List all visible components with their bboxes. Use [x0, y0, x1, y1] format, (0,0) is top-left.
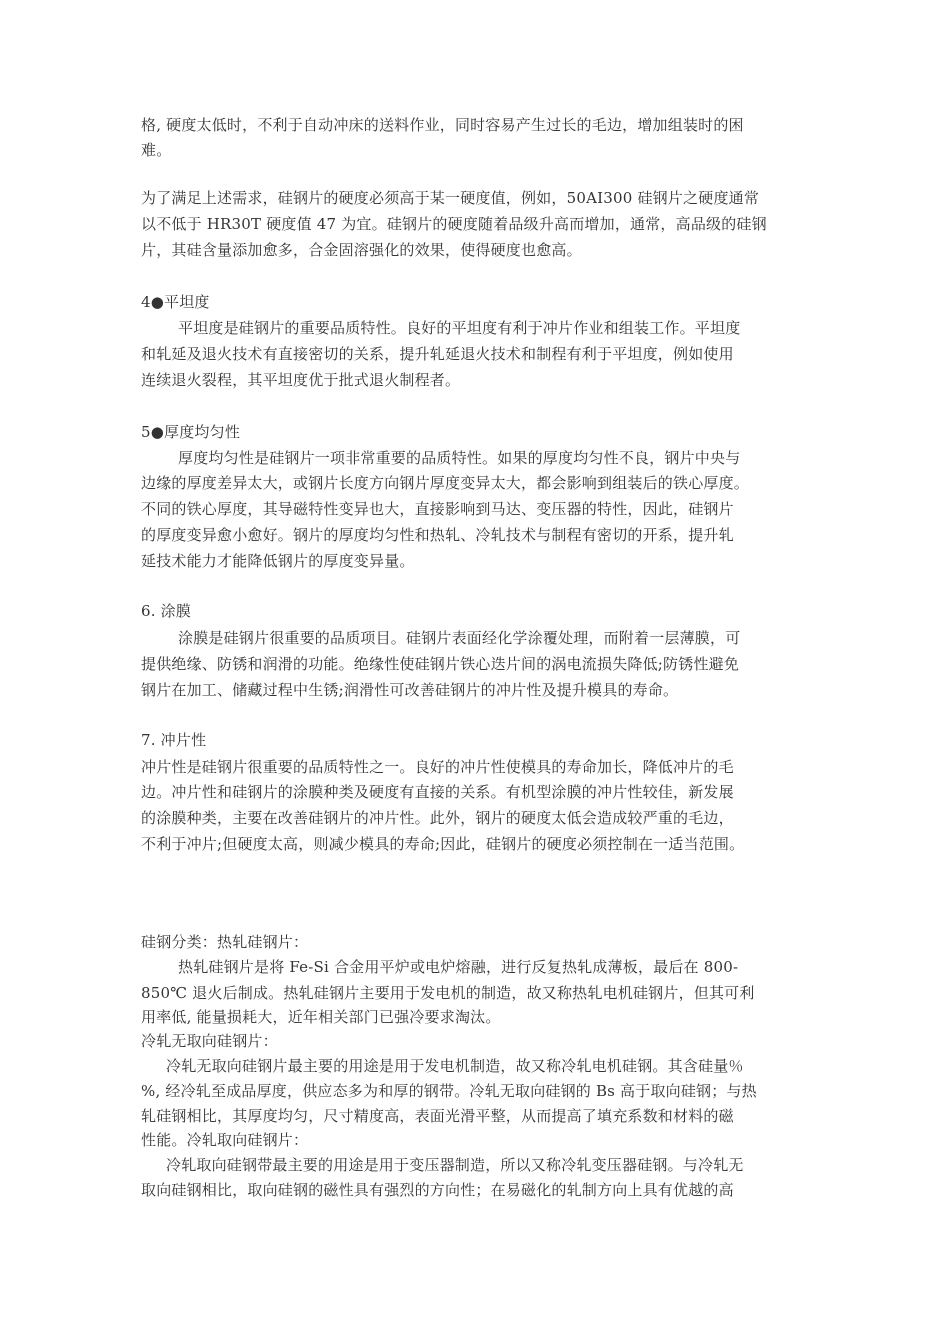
- text-line: 的厚度变异愈小愈好。钢片的厚度均匀性和热轧、冷轧技术与制程有密切的开系，提升轧: [141, 526, 734, 544]
- text-line: 轧硅钢相比，其厚度均匀，尺寸精度高，表面光滑平整，从而提高了填充系数和材料的磁: [141, 1107, 734, 1125]
- text-line: 格, 硬度太低时，不利于自动冲床的送料作业，同时容易产生过长的毛边，增加组装时的困: [141, 116, 744, 134]
- section-heading: 冷轧无取向硅钢片：: [141, 1032, 278, 1050]
- section-heading: 7. 冲片性: [141, 731, 207, 749]
- text-line: 冲片性是硅钢片很重要的品质特性之一。良好的冲片性使模具的寿命加长，降低冲片的毛: [141, 758, 734, 776]
- text-line: 难。: [141, 141, 172, 159]
- text-line: 不利于冲片;但硬度太高，则减少模具的寿命;因此，硅钢片的硬度必须控制在一适当范围。: [141, 835, 745, 853]
- section-heading: 6. 涂膜: [141, 602, 192, 620]
- text-line: %, 经冷轧至成品厚度，供应态多为和厚的钢带。冷轧无取向硅钢的 Bs 高于取向硅钢；与热: [141, 1082, 757, 1100]
- text-line: 以不低于 HR30T 硬度值 47 为宜。硅钢片的硬度随着品级升高而增加，通常，高品级的硅钢: [141, 215, 767, 233]
- text-line: 厚度均匀性是硅钢片一项非常重要的品质特性。如果的厚度均匀性不良，钢片中央与: [178, 449, 741, 467]
- text-line: 钢片在加工、储藏过程中生锈;润滑性可改善硅钢片的冲片性及提升模具的寿命。: [141, 681, 679, 699]
- text-line: 用率低, 能量损耗大，近年相关部门已强冷要求淘汰。: [141, 1008, 501, 1026]
- text-line: 不同的铁心厚度，其导磁特性变异也大，直接影响到马达、变压器的特性，因此，硅钢片: [141, 500, 734, 518]
- text-line: 片，其硅含量添加愈多，合金固溶强化的效果，使得硬度也愈高。: [141, 241, 582, 259]
- section-heading: 5●厚度均匀性: [141, 423, 241, 441]
- text-line: 平坦度是硅钢片的重要品质特性。良好的平坦度有利于冲片作业和组装工作。平坦度: [178, 319, 741, 337]
- text-line: 热轧硅钢片是将 Fe-Si 合金用平炉或电炉熔融，进行反复热轧成薄板，最后在 800-: [178, 958, 739, 976]
- text-line: 提供绝缘、防锈和润滑的功能。绝缘性使硅钢片铁心迭片间的涡电流损失降低;防锈性避免: [141, 655, 740, 673]
- text-line: 延技术能力才能降低钢片的厚度变异量。: [141, 552, 415, 570]
- text-line: 边缘的厚度差异太大，或钢片长度方向钢片厚度变异太大，都会影响到组装后的铁心厚度。: [141, 474, 750, 492]
- text-line: 为了满足上述需求，硅钢片的硬度必须高于某一硬度值，例如，50AI300 硅钢片之硬度通常: [141, 189, 760, 207]
- text-line: 冷轧无取向硅钢片最主要的用途是用于发电机制造，故又称冷轧电机硅钢。其含硅量％: [166, 1057, 744, 1075]
- text-line: 850℃ 退火后制成。热轧硅钢片主要用于发电机的制造，故又称热轧电机硅钢片，但其可利: [141, 984, 755, 1002]
- text-line: 的涂膜种类，主要在改善硅钢片的冲片性。此外，钢片的硬度太低会造成较严重的毛边，: [141, 809, 734, 827]
- text-line: 性能。冷轧取向硅钢片：: [141, 1131, 309, 1149]
- text-line: 涂膜是硅钢片很重要的品质项目。硅钢片表面经化学涂覆处理，而附着一层薄膜，可: [178, 629, 741, 647]
- section-heading: 4●平坦度: [141, 293, 210, 311]
- text-line: 取向硅钢相比，取向硅钢的磁性具有强烈的方向性；在易磁化的轧制方向上具有优越的高: [141, 1181, 734, 1199]
- text-line: 和轧延及退火技术有直接密切的关系，提升轧延退火技术和制程有利于平坦度，例如使用: [141, 345, 734, 363]
- text-line: 连续退火裂程，其平坦度优于批式退火制程者。: [141, 371, 461, 389]
- section-heading: 硅钢分类：热轧硅钢片：: [141, 933, 309, 951]
- text-line: 边。冲片性和硅钢片的涂膜种类及硬度有直接的关系。有机型涂膜的冲片性较佳，新发展: [141, 783, 734, 801]
- text-line: 冷轧取向硅钢带最主要的用途是用于变压器制造，所以又称冷轧变压器硅钢。与冷轧无: [166, 1156, 744, 1174]
